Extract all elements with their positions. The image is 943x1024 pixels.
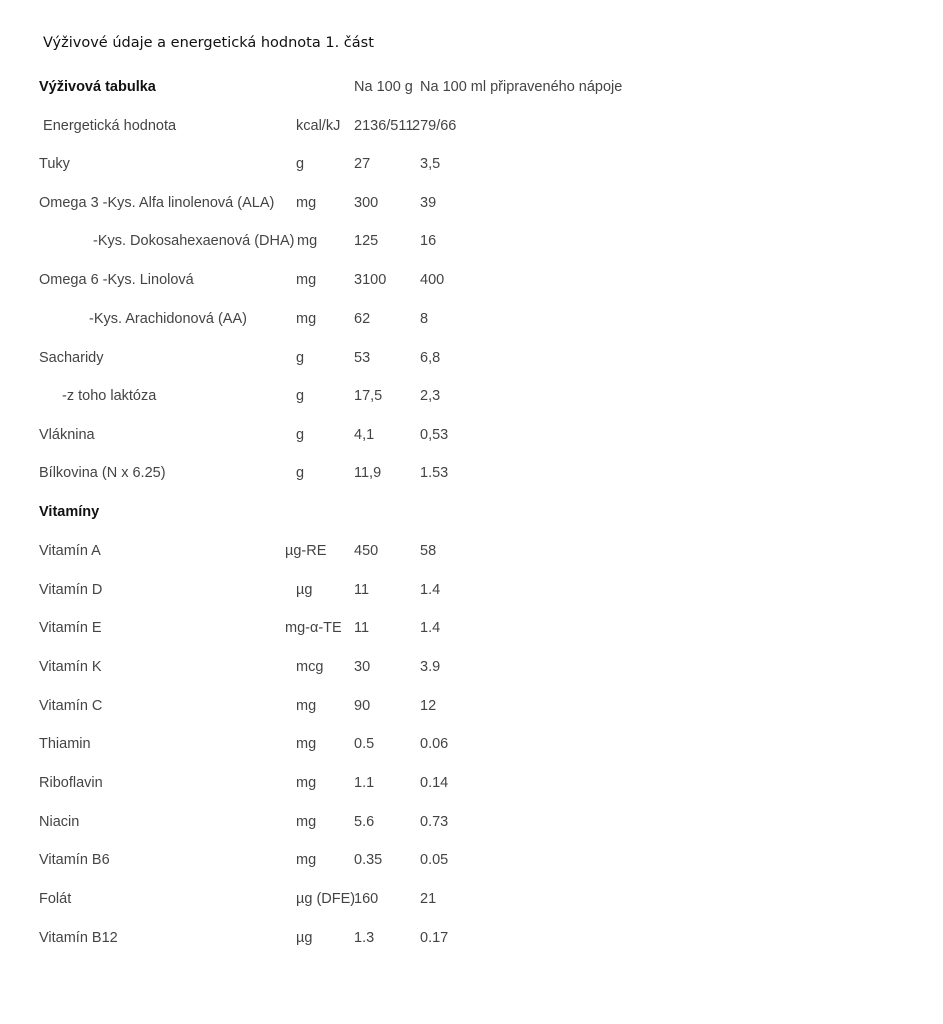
row-unit: mg bbox=[297, 233, 318, 249]
row-value-100g: 11,9 bbox=[354, 465, 382, 481]
row-value-100g: 160 bbox=[354, 891, 379, 907]
row-unit: g bbox=[296, 427, 305, 443]
row-name: Bílkovina (N x 6.25) bbox=[39, 465, 166, 481]
row-unit: mg bbox=[296, 311, 317, 327]
table-row bbox=[0, 541, 943, 561]
row-name: Sacharidy bbox=[39, 350, 104, 366]
row-unit: mg bbox=[296, 272, 317, 288]
row-unit: µg bbox=[296, 930, 313, 946]
column-header-per-100g: Na 100 g bbox=[354, 79, 413, 95]
row-unit: mg bbox=[296, 195, 317, 211]
row-name: Thiamin bbox=[39, 736, 91, 752]
row-unit: µg (DFE) bbox=[296, 891, 356, 907]
row-value-100g: 17,5 bbox=[354, 388, 383, 404]
row-value-100ml: 0.06 bbox=[420, 736, 449, 752]
row-unit: g bbox=[296, 388, 305, 404]
row-value-100g: 3100 bbox=[354, 272, 387, 288]
table-row bbox=[0, 657, 943, 677]
row-value-100g: 450 bbox=[354, 543, 379, 559]
row-value-100ml: 0.17 bbox=[420, 930, 449, 946]
row-unit: mg-α-TE bbox=[285, 620, 342, 636]
row-name: Vitamín C bbox=[39, 698, 103, 714]
row-value-100g: 1.1 bbox=[354, 775, 375, 791]
row-value-100g: 62 bbox=[354, 311, 371, 327]
table-heading: Výživová tabulka bbox=[39, 79, 156, 95]
row-unit: kcal/kJ bbox=[296, 118, 341, 134]
row-name: Energetická hodnota bbox=[39, 118, 177, 134]
row-name: Vitamín K bbox=[39, 659, 102, 675]
row-unit: mg bbox=[296, 736, 317, 752]
row-value-100ml: 12 bbox=[420, 698, 437, 714]
table-row bbox=[0, 734, 943, 754]
section-heading-row bbox=[0, 502, 943, 522]
row-name: Vláknina bbox=[39, 427, 95, 443]
row-value-100ml: 3.9 bbox=[420, 659, 441, 675]
row-value-100g: 5.6 bbox=[354, 814, 375, 830]
row-unit: mg bbox=[296, 775, 317, 791]
row-name: Omega 3 -Kys. Alfa linolenová (ALA) bbox=[39, 195, 275, 211]
row-value-100g: 90 bbox=[354, 698, 371, 714]
table-row bbox=[0, 270, 943, 290]
table-row bbox=[0, 116, 943, 136]
table-row bbox=[0, 696, 943, 716]
row-unit: mg bbox=[296, 814, 317, 830]
row-value-100ml: 1.53 bbox=[420, 465, 449, 481]
table-row bbox=[0, 618, 943, 638]
row-value-100ml: 0.05 bbox=[420, 852, 449, 868]
row-value-100ml: 8 bbox=[420, 311, 429, 327]
row-name: -Kys. Dokosahexaenová (DHA) bbox=[93, 233, 295, 249]
row-value-100ml: 279/66 bbox=[412, 118, 457, 134]
table-row bbox=[0, 309, 943, 329]
table-row bbox=[0, 928, 943, 948]
row-unit: mg bbox=[296, 852, 317, 868]
row-name: Vitamín A bbox=[39, 543, 101, 559]
row-name: Vitamín B12 bbox=[39, 930, 118, 946]
row-value-100ml: 16 bbox=[420, 233, 437, 249]
row-value-100g: 53 bbox=[354, 350, 371, 366]
column-header-per-100ml: Na 100 ml připraveného nápoje bbox=[420, 79, 623, 95]
table-row bbox=[0, 193, 943, 213]
table-row bbox=[0, 348, 943, 368]
row-unit: µg-RE bbox=[285, 543, 327, 559]
row-value-100g: 2136/511 bbox=[354, 118, 414, 134]
row-name: Folát bbox=[39, 891, 72, 907]
table-row bbox=[0, 386, 943, 406]
table-row bbox=[0, 812, 943, 832]
row-name: Omega 6 -Kys. Linolová bbox=[39, 272, 194, 288]
table-row bbox=[0, 154, 943, 174]
row-value-100ml: 0.73 bbox=[420, 814, 449, 830]
row-value-100ml: 0,53 bbox=[420, 427, 449, 443]
row-value-100ml: 0.14 bbox=[420, 775, 449, 791]
row-unit: µg bbox=[296, 582, 313, 598]
row-value-100g: 300 bbox=[354, 195, 379, 211]
row-name: Riboflavin bbox=[39, 775, 103, 791]
row-value-100ml: 1.4 bbox=[420, 620, 441, 636]
table-row bbox=[0, 231, 943, 251]
table-row bbox=[0, 889, 943, 909]
row-unit: g bbox=[296, 350, 305, 366]
row-value-100g: 11 bbox=[354, 582, 370, 598]
row-name: Niacin bbox=[39, 814, 80, 830]
row-name: Vitamín E bbox=[39, 620, 102, 636]
row-unit: mcg bbox=[296, 659, 324, 675]
row-value-100g: 4,1 bbox=[354, 427, 375, 443]
table-row bbox=[0, 773, 943, 793]
row-value-100g: 125 bbox=[354, 233, 379, 249]
row-unit: g bbox=[296, 156, 305, 172]
row-value-100g: 0.5 bbox=[354, 736, 375, 752]
row-value-100ml: 3,5 bbox=[420, 156, 441, 172]
row-value-100g: 11 bbox=[354, 620, 370, 636]
row-value-100g: 30 bbox=[354, 659, 371, 675]
row-value-100ml: 400 bbox=[420, 272, 445, 288]
row-value-100g: 0.35 bbox=[354, 852, 383, 868]
table-row bbox=[0, 425, 943, 445]
row-value-100ml: 21 bbox=[420, 891, 437, 907]
vitamins-heading: Vitamíny bbox=[39, 504, 100, 520]
table-row bbox=[0, 463, 943, 483]
row-name: Tuky bbox=[39, 156, 70, 172]
row-value-100ml: 39 bbox=[420, 195, 437, 211]
row-unit: mg bbox=[296, 698, 317, 714]
row-value-100g: 1.3 bbox=[354, 930, 375, 946]
row-unit: g bbox=[296, 465, 305, 481]
row-value-100ml: 6,8 bbox=[420, 350, 441, 366]
row-name: -Kys. Arachidonová (AA) bbox=[89, 311, 247, 327]
row-value-100ml: 58 bbox=[420, 543, 437, 559]
row-value-100ml: 1.4 bbox=[420, 582, 441, 598]
row-name: -z toho laktóza bbox=[62, 388, 157, 404]
row-name: Vitamín B6 bbox=[39, 852, 110, 868]
page-title: Výživové údaje a energetická hodnota 1. část bbox=[43, 35, 374, 51]
row-value-100ml: 2,3 bbox=[420, 388, 441, 404]
row-value-100g: 27 bbox=[354, 156, 371, 172]
table-row bbox=[0, 580, 943, 600]
table-header-row bbox=[0, 77, 943, 97]
row-name: Vitamín D bbox=[39, 582, 103, 598]
table-row bbox=[0, 850, 943, 870]
